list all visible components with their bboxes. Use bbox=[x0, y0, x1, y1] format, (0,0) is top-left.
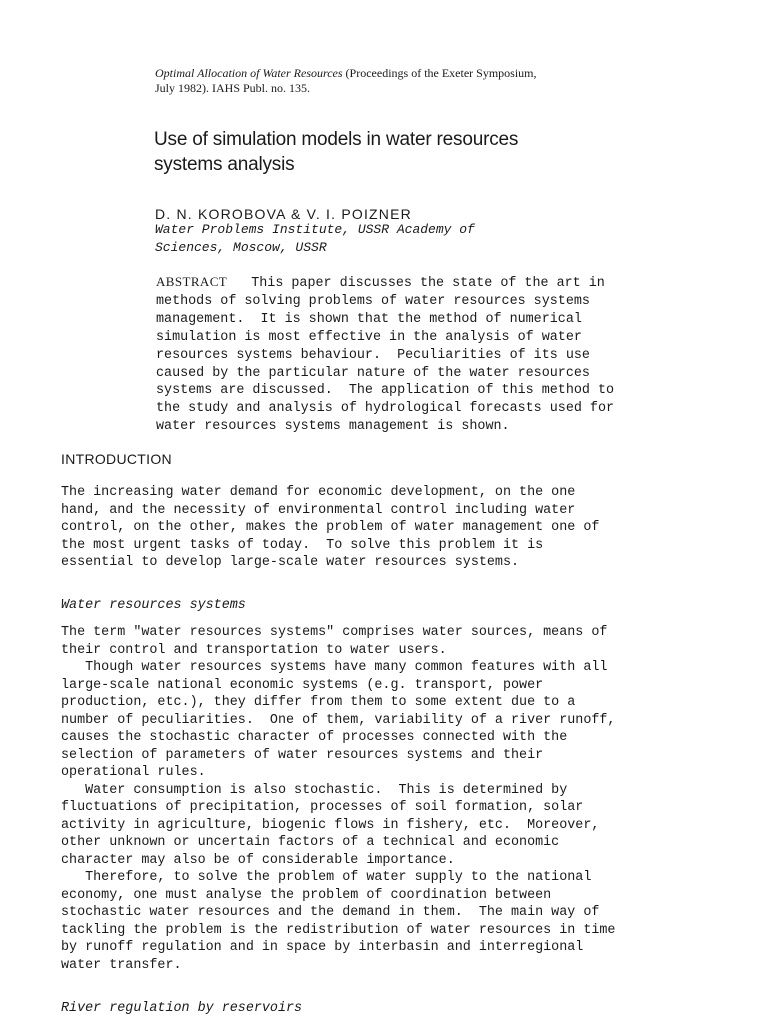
water-resources-systems-heading: Water resources systems bbox=[61, 598, 246, 613]
abstract-line: methods of solving problems of water resources systems bbox=[156, 293, 590, 309]
body-line: tackling the problem is the redistribution of water resources in time bbox=[61, 922, 616, 938]
river-regulation-heading: River regulation by reservoirs bbox=[61, 1001, 303, 1016]
body-line: by runoff regulation and in space by interbasin and interregional bbox=[61, 940, 584, 955]
body-line: operational rules. bbox=[61, 765, 206, 780]
body-line: activity in agriculture, biogenic flows in fishery, etc. Moreover, bbox=[61, 817, 600, 833]
body-line: stochastic water resources and the demand in them. The main way of bbox=[61, 905, 600, 920]
body-line: their control and transportation to water users. bbox=[61, 642, 447, 658]
body-line: hand, and the necessity of environmental control including water bbox=[61, 502, 576, 518]
abstract-line: caused by the particular nature of the water resources bbox=[156, 365, 590, 381]
body-line: The increasing water demand for economic development, on the one bbox=[61, 485, 576, 500]
affiliation-line1: Water Problems Institute, USSR Academy of bbox=[155, 222, 475, 237]
affiliation-line2: Sciences, Moscow, USSR bbox=[155, 240, 327, 255]
paper-title-line2: systems analysis bbox=[154, 154, 295, 175]
body-line: character may also be of considerable importance. bbox=[61, 852, 455, 868]
body-line: selection of parameters of water resources systems and their bbox=[61, 747, 544, 763]
body-line: number of peculiarities. One of them, variability of a river runoff, bbox=[61, 712, 616, 728]
body-line: the most urgent tasks of today. To solve this problem it is bbox=[61, 537, 544, 553]
abstract-line: the study and analysis of hydrological forecasts used for bbox=[156, 401, 615, 417]
paper-title bbox=[154, 127, 604, 177]
publication-details-line2: July 1982). IAHS Publ. no. 135. bbox=[155, 81, 311, 95]
body-line: production, etc.), they differ from them to some extent due to a bbox=[61, 695, 576, 710]
affiliation bbox=[155, 221, 575, 257]
authors: D. N. KOROBOVA & V. I. POIZNER bbox=[155, 206, 412, 222]
publication-details: (Proceedings of the Exeter Symposium, bbox=[342, 66, 537, 80]
introduction-paragraph bbox=[61, 484, 741, 572]
body-line: economy, one must analyse the problem of coordination between bbox=[61, 887, 552, 903]
body-line: essential to develop large-scale water resources systems. bbox=[61, 555, 520, 570]
abstract-line: systems are discussed. The application of this method to bbox=[156, 383, 615, 399]
body-line: causes the stochastic character of processes connected with the bbox=[61, 730, 568, 745]
abstract-label: ABSTRACT bbox=[156, 274, 228, 289]
body-line: fluctuations of precipitation, processes of soil formation, solar bbox=[61, 800, 584, 815]
body-line: control, on the other, makes the problem of water management one of bbox=[61, 520, 600, 535]
abstract-line: resources systems behaviour. Peculiarities of its use bbox=[156, 347, 590, 363]
paper-title-line1: Use of simulation models in water resources bbox=[154, 129, 519, 150]
abstract-first-line-text: This paper discusses the state of the art in bbox=[227, 276, 605, 291]
abstract-line-first bbox=[156, 273, 676, 293]
abstract-line: management. It is shown that the method of numerical bbox=[156, 311, 582, 327]
body-line: Though water resources systems have many common features with all bbox=[61, 660, 608, 675]
body-line: Water consumption is also stochastic. This is determined by bbox=[61, 782, 568, 798]
body-line: large-scale national economic systems (e.g. transport, power bbox=[61, 677, 544, 693]
publication-reference bbox=[155, 66, 575, 96]
abstract-line: simulation is most effective in the analysis of water bbox=[156, 329, 582, 345]
introduction-heading: INTRODUCTION bbox=[61, 451, 172, 467]
body-line: Therefore, to solve the problem of water supply to the national bbox=[61, 870, 592, 885]
body-line: water transfer. bbox=[61, 957, 182, 973]
water-resources-systems-body bbox=[61, 624, 741, 974]
publication-title: Optimal Allocation of Water Resources bbox=[155, 66, 343, 80]
abstract-line: water resources systems management is shown. bbox=[156, 419, 510, 435]
body-line: other unknown or uncertain factors of a technical and economic bbox=[61, 835, 560, 850]
abstract bbox=[156, 273, 676, 436]
body-line: The term "water resources systems" comprises water sources, means of bbox=[61, 625, 608, 640]
